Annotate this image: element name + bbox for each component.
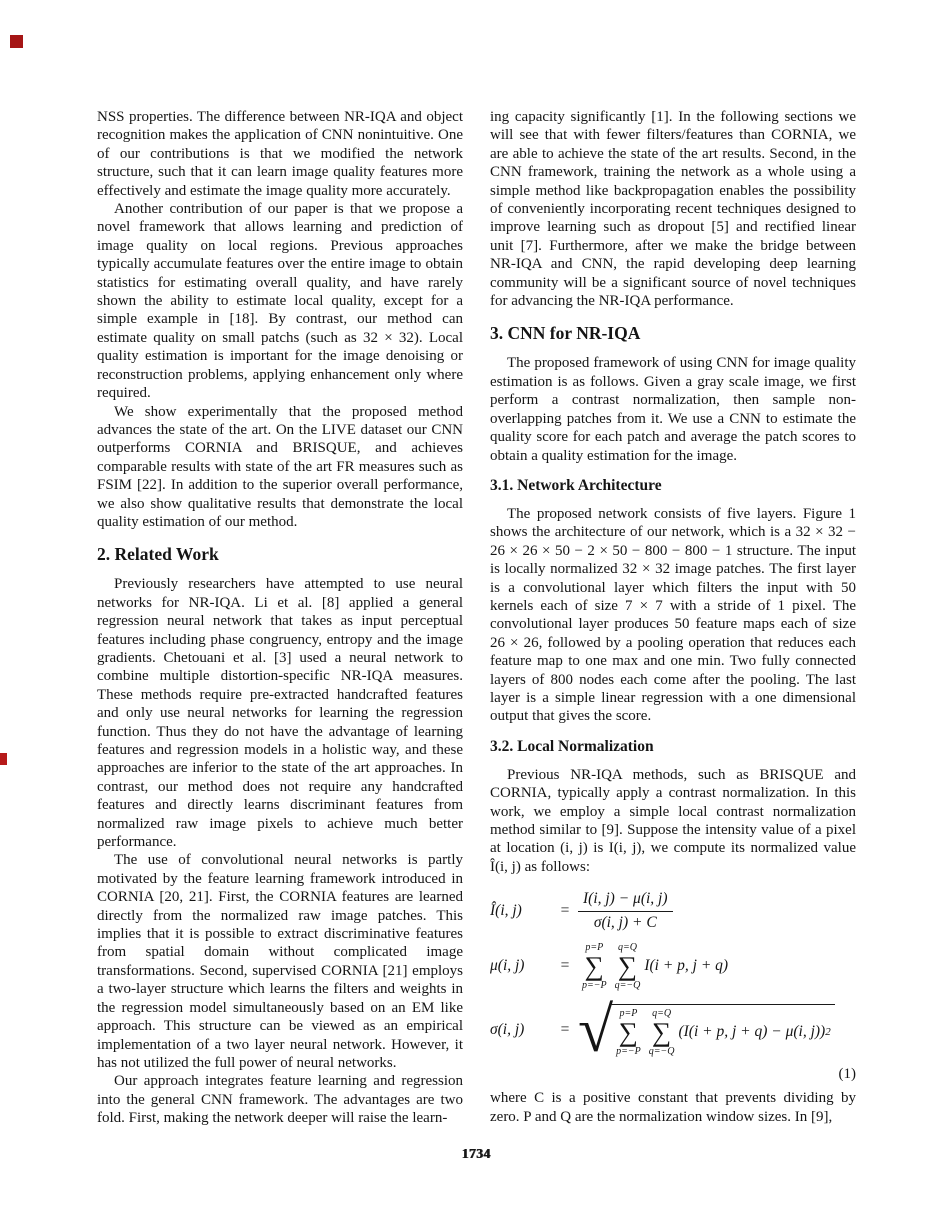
sigma-symbol: ∑: [618, 1016, 639, 1047]
sigma-symbol: ∑: [584, 951, 604, 982]
sum-upper-limit: p=P: [585, 942, 604, 954]
paragraph-framework: The proposed framework of using CNN for image quality estimation is as follows. Given a gray scale image, we first perform a contrast normalization, then sample non-overlapping patches from it. We use a CNN to estimate the quality score for each patch and average the patch scores to obtain a quality estimation for the image.: [490, 355, 856, 464]
equals-sign: =: [560, 1020, 570, 1038]
equation-line-sigma: [490, 994, 856, 1066]
sum-lower-limit: p=−P: [582, 980, 607, 992]
equation-lhs-mu: μ(i, j): [490, 957, 525, 975]
right-column: [490, 108, 856, 1126]
equals-sign: =: [560, 957, 570, 975]
fraction-numerator: I(i, j) − μ(i, j): [578, 890, 673, 911]
subsection-heading-network-architecture: 3.1. Network Architecture: [490, 476, 662, 494]
summation-p: [616, 1008, 641, 1057]
paragraph-contribution: Another contribution of our paper is that we propose a novel framework that allows learning and prediction of image quality on local regions. Previous approaches typically accumulate features over the entire image to obtain statistics for estimating overall quality, and have rarely shown the ability to estimate local quality, except for a simple example in [18]. By contrast, our method can estimate quality on small patchs (such as 32 × 32). Local quality estimation is important for the image denoising or reconstruction problems, applying enhancement only where required.: [97, 201, 463, 402]
section-heading-related-work: 2. Related Work: [97, 544, 219, 565]
summation-p: [582, 942, 607, 991]
paragraph-related-work-3: Our approach integrates feature learning and regression into the general CNN framework. The advantages are two fold. First, making the network deeper will raise the learn-: [97, 1073, 463, 1127]
mu-summand: I(i + p, j + q): [644, 957, 729, 975]
fraction-denominator: σ(i, j) + C: [593, 913, 657, 931]
summation-q: [649, 1008, 675, 1057]
equation-line-mu: [490, 942, 856, 991]
sigma-symbol: ∑: [651, 1016, 672, 1047]
equation-lhs-ihat: Î(i, j): [490, 901, 522, 919]
summation-q: [615, 942, 641, 991]
equation-number: (1): [838, 1066, 856, 1083]
sum-lower-limit: q=−Q: [648, 1045, 675, 1057]
section-heading-cnn-for-nriqa: 3. CNN for NR-IQA: [490, 323, 641, 344]
sum-upper-limit: q=Q: [617, 942, 637, 954]
paragraph-related-work-1: Previously researchers have attempted to use neural networks for NR-IQA. Li et al. [8] applied a general regression neural network that takes as input perceptual features including phase congruency, entropy and the image gradients. Chetouani et al. [3] used a neural network to combine multiple distortion-specific NR-IQA measures. These methods require pre-extracted handcrafted features and only use neural networks for learning the regression function. Thus they do not have the advantage of learning features and regression models in a holistic way, and these approaches are inferior to the state of the art approaches. In contrast, our method does not require any handcrafted features and directly learns discriminant features from normalized raw image pixels to achieve much better performance.: [97, 576, 463, 851]
red-annotation-marker-left-edge: [0, 753, 7, 765]
square-root: [578, 994, 835, 1066]
page-number: 1734: [461, 1146, 491, 1161]
paragraph-where-constant: where C is a positive constant that prevents dividing by zero. P and Q are the normalization window sizes. In [9],: [490, 1090, 856, 1125]
paragraph-intro-continuation: NSS properties. The difference between NR-IQA and object recognition makes the application of CNN nonintuitive. One of our contributions is that we modified the network structure, such that it can learn image quality features more effectively and estimate the image quality more accurately.: [97, 109, 463, 199]
sum-upper-limit: q=Q: [652, 1007, 672, 1019]
equation-1: [490, 890, 856, 1083]
sum-upper-limit: p=P: [619, 1007, 638, 1019]
sum-lower-limit: p=−P: [616, 1045, 641, 1057]
paragraph-related-work-2: The use of convolutional neural networks is partly motivated by the feature learning framework introduced in CORNIA [20, 21]. First, the CORNIA features are learned directly from the normalized raw image patches. This implies that it is possible to extract discriminative features from spatial domain without complicated image transformations. Second, supervised CORNIA [21] employs a two-layer structure which learns the filters and weights in the regression model simultaneously based on an EM like approach. This structure can be viewed as an empirical implementation of a two layer neural network. However, it has not utilized the full power of neural networks.: [97, 852, 463, 1071]
equation-line-ihat: [490, 890, 856, 932]
paragraph-local-normalization: Previous NR-IQA methods, such as BRISQUE and CORNIA, typically apply a contrast normalization. In this work, we employ a simple local contrast normalization method similar to [9]. Suppose the intensity value of a pixel at location (i, j) is I(i, j), we compute its normalized value Î(i, j) as follows:: [490, 766, 856, 875]
paragraph-network-architecture: The proposed network consists of five layers. Figure 1 shows the architecture of our network, which is a 32 × 32 − 26 × 26 × 50 − 2 × 50 − 800 − 800 − 1 structure. The input is locally normalized 32 × 32 image patches. The first layer is a convolutional layer which filters the input with 50 kernels each of size 7 × 7 with a stride of 1 pixel. The convolutional layer produces 50 feature maps each of size 26 × 26, followed by a pooling operation that reduces each feature map to one max and one min. Two fully connected layers of 800 nodes each come after the pooling. The last layer is a simple linear regression with a one dimensional output that gives the score.: [490, 505, 856, 725]
fraction: [578, 890, 673, 932]
paragraph-capacity-continuation: ing capacity significantly [1]. In the following sections we will see that with fewer filters/features than CORNIA, we are able to achieve the state of the art results. Second, in the CNN framework, training the network as a whole using a simple method like backpropagation enables the possibility of conveniently incorporating recent techniques designed to improve learning such as dropout [5] and rectified linear unit [7]. Furthermore, after we make the bridge between NR-IQA and CNN, the rapid developing deep learning community will be a significant source of novel techniques for advancing the NR-IQA performance.: [490, 109, 856, 310]
subsection-heading-local-normalization: 3.2. Local Normalization: [490, 737, 654, 755]
equals-sign: =: [560, 901, 570, 919]
left-column: [97, 108, 463, 1128]
sum-lower-limit: q=−Q: [614, 980, 641, 992]
sigma-symbol: ∑: [617, 951, 638, 982]
radicand: p=P ∑ p=−P q=Q ∑ q=−Q (I(i + p, j + q) − μ(i, j)) 2: [610, 1004, 835, 1057]
paragraph-experiments: We show experimentally that the proposed method advances the state of the art. On the LIVE dataset our CNN outperforms CORNIA and BRISQUE, and achieves comparable results with state of the art FR measures such as FSIM [22]. In addition to the superior overall performance, we also show qualitative results that demonstrate the local quality estimation of our method.: [97, 403, 463, 530]
sigma-summand: (I(i + p, j + q) − μ(i, j)): [678, 1022, 826, 1040]
red-annotation-marker-top-left: [10, 35, 23, 48]
radical-symbol: √: [578, 994, 614, 1066]
equation-lhs-sigma: σ(i, j): [490, 1020, 525, 1038]
